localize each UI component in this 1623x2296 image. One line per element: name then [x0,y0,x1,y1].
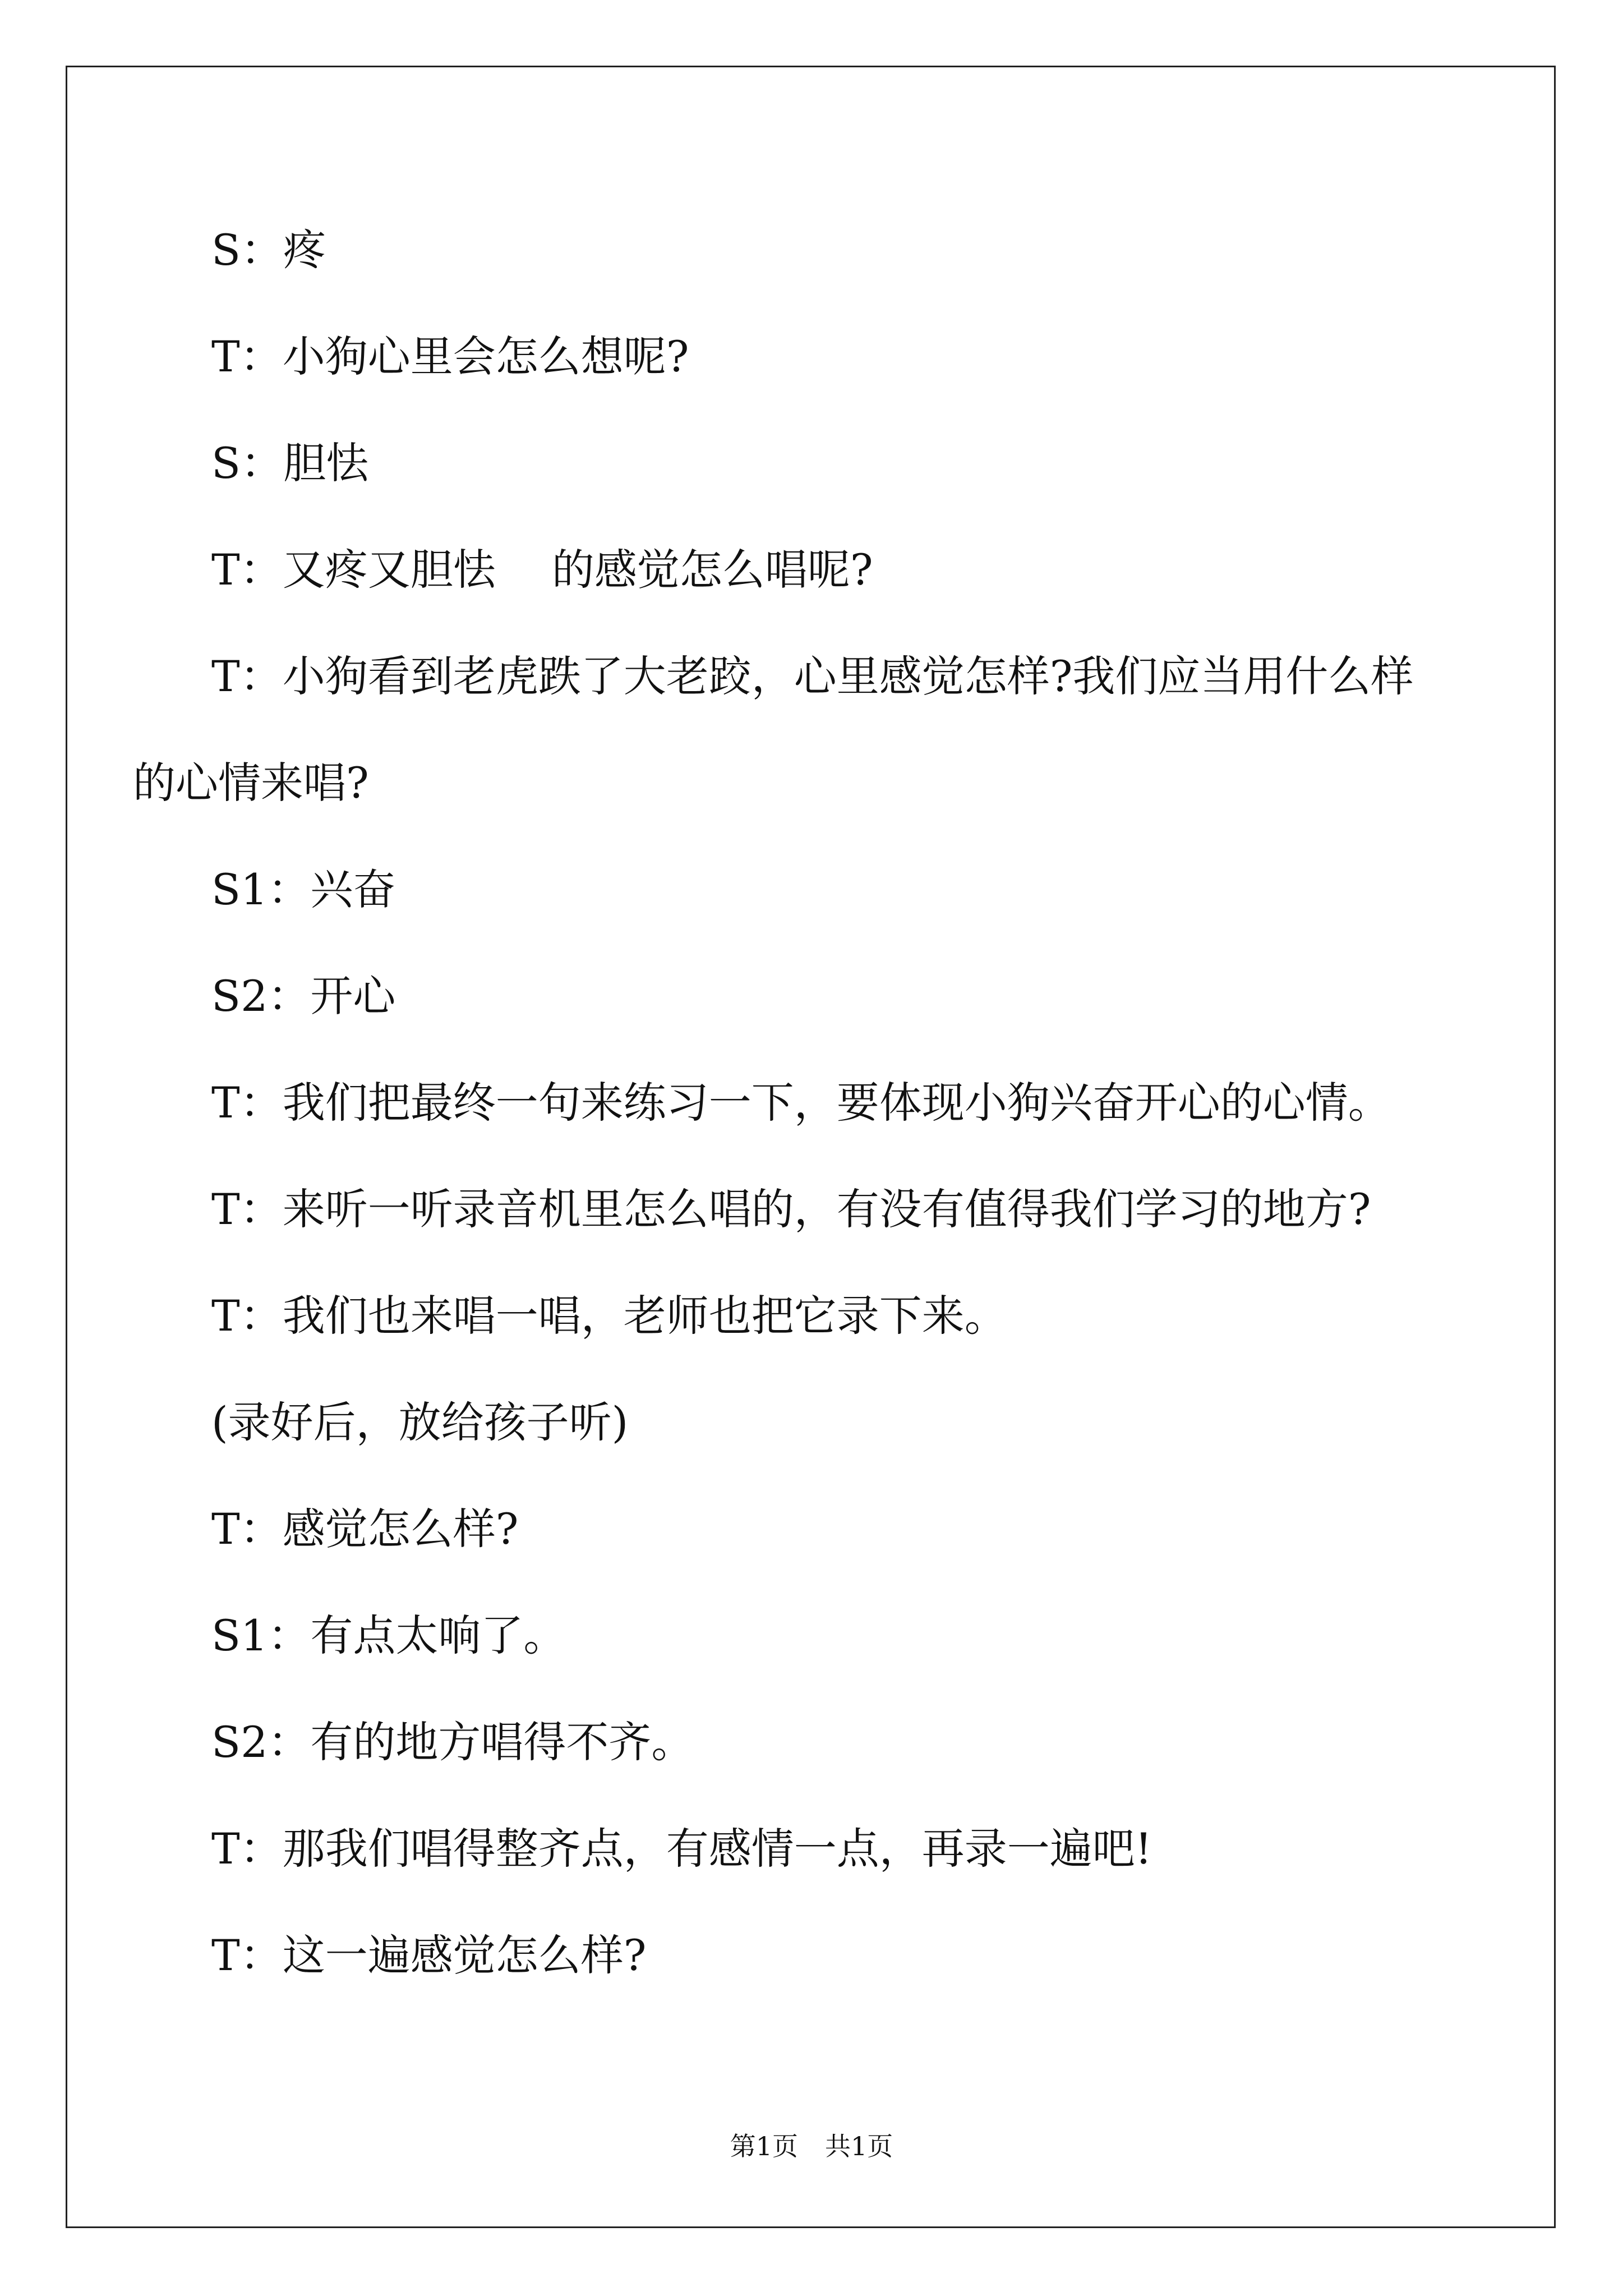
dialogue-line-continuation: 的心情来唱? [133,758,369,808]
dialogue-line: T：这一遍感觉怎么样? [211,1930,647,1980]
dialogue-line: S2：有的地方唱得不齐。 [211,1717,694,1767]
page-footer [0,2126,1623,2163]
dialogue-line: S1：兴奋 [211,864,396,914]
dialogue-line: T：小狗心里会怎么想呢? [211,332,689,381]
page-total: 共1页 [825,2131,893,2161]
page-number: 第1页 [730,2131,798,2161]
dialogue-line: T：我们也来唱一唱，老师也把它录下来。 [211,1291,1007,1341]
dialogue-line: T：我们把最终一句来练习一下，要体现小狗兴奋开心的心情。 [211,1078,1391,1128]
dialogue-line: S：疼 [211,225,326,275]
dialogue-line: S2：开心 [211,971,396,1021]
stage-direction: (录好后，放给孩子听) [211,1397,629,1447]
dialogue-line: T：小狗看到老虎跌了大老跤，心里感觉怎样?我们应当用什么样 [211,651,1414,701]
page-border [66,66,1556,2228]
dialogue-line: T：感觉怎么样? [211,1504,519,1554]
dialogue-line: T：又疼又胆怯 的感觉怎么唱呢? [211,545,873,595]
dialogue-line: T：那我们唱得整齐点，有感情一点，再录一遍吧! [211,1824,1152,1874]
dialogue-line: S1：有点太响了。 [211,1611,566,1660]
dialogue-line: S：胆怯 [211,438,369,488]
dialogue-line: T：来听一听录音机里怎么唱的，有没有值得我们学习的地方? [211,1184,1371,1234]
